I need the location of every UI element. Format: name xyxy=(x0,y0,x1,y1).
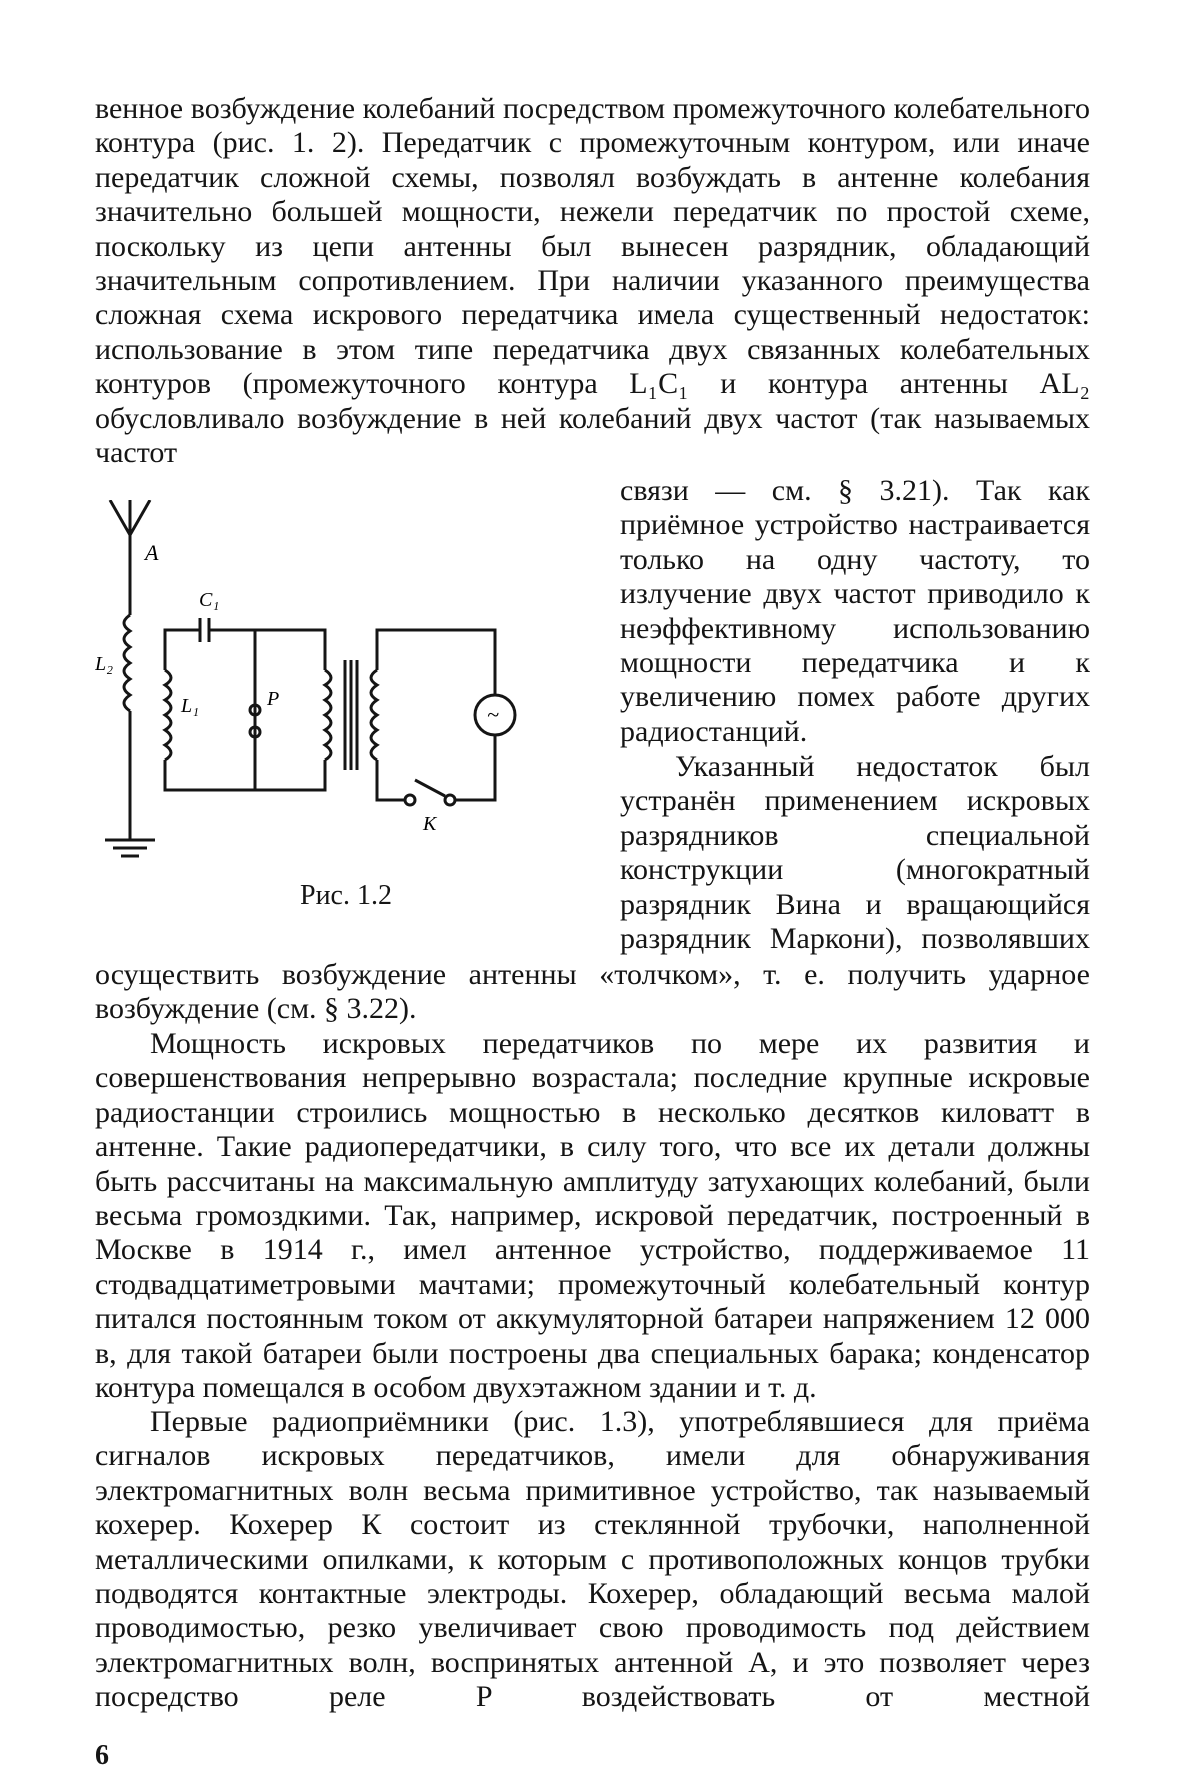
key-contact-1 xyxy=(445,795,455,805)
top-paragraph: венное возбуждение колебаний посредством промежуточного колебательного контура (рис. 1. 2). Передатчик с промежуточным контуром, или иначе передатчик сложной схемы, позволял возбуждать в антенне колебания значительно большей мощности, нежели передатчик по простой схеме, поскольку из цепи антенны был вынесен разрядник, обладающий значительным сопротивлением. При наличии указанного преимущества сложная схема искрового передатчика имела существенный недостаток: использование в этом типе передатчика двух связанных колебательных контуров (промежуточного контура L₁C₁ и контура антенны AL₂ обусловливало возбуждение в ней колебаний двух частот (так называемых частот xyxy=(95,92,1090,470)
key-contact-2 xyxy=(405,795,415,805)
figure-caption: Рис. 1.2 xyxy=(300,880,392,911)
paragraph-3: Первые радиоприёмники (рис. 1.3), употреблявшиеся для приёма сигналов искровых передатчиков, имели для обнаруживания электромагнитных волн весьма примитивное устройство, так называемый кохерер. Кохерер К состоит из стеклянной трубочки, наполненной металлическими опилками, к которым с противоположных концов трубки подводятся контактные электроды. Кохерер, обладающий весьма малой проводимостью, резко увеличивает свою проводимость под действием электромагнитных волн, воспринятых антенной A, и это позволяет через посредство реле P воздействовать от местной xyxy=(95,1405,1090,1714)
transformer-primary xyxy=(325,670,331,760)
label-spark-gap: P xyxy=(267,688,280,710)
after-figure-text: осуществить возбуждение антенны «толчком», т. е. получить ударное возбуждение (см. § 3.22). xyxy=(95,958,1090,1026)
wrap-text-1: связи — см. § 3.21). Так как приёмное устройство настраивается только на одну частоту, то излучение двух частот приводило к неэффективному использованию мощности передатчика и к увеличению помех работе других радиостанций. xyxy=(620,474,1090,748)
circuit-diagram-figure xyxy=(95,500,595,930)
label-l1: L₁ xyxy=(181,695,200,717)
transformer-secondary xyxy=(371,670,377,760)
label-key: K xyxy=(423,813,437,835)
label-source: ~ xyxy=(487,702,499,727)
wrap-text-2: Указанный недостаток был устранён применением искровых разрядников специальной конструкции (многократный разрядник Вина и вращающийся разрядник Маркони), позволявших xyxy=(620,750,1090,956)
paragraph-2: Мощность искровых передатчиков по мере их развития и совершенствования непрерывно возрастала; последние крупные искровые радиостанции строились мощностью в несколько десятков киловатт в антенне. Такие радиопередатчики, в силу того, что все их детали должны быть рассчитаны на максимальную амплитуду затухающих колебаний, были весьма громоздкими. Так, например, искровой передатчик, построенный в Москве в 1914 г., имел антенное устройство, поддерживаемое 11 стодвадцатиметровыми мачтами; промежуточный колебательный контур питался постоянным током от аккумуляторной батареи напряжением 12 000 в, для такой батареи были построены два специальных барака; конденсатор контура помещался в особом двухэтажном здании и т. д. xyxy=(95,1027,1090,1405)
key-lever xyxy=(415,780,445,796)
label-l2: L₂ xyxy=(95,653,114,675)
label-capacitor: C₁ xyxy=(199,589,220,611)
inductor-l1 xyxy=(165,670,171,760)
inductor-l2 xyxy=(124,615,130,711)
label-antenna: A xyxy=(145,540,159,565)
page-number: 6 xyxy=(95,1740,109,1771)
